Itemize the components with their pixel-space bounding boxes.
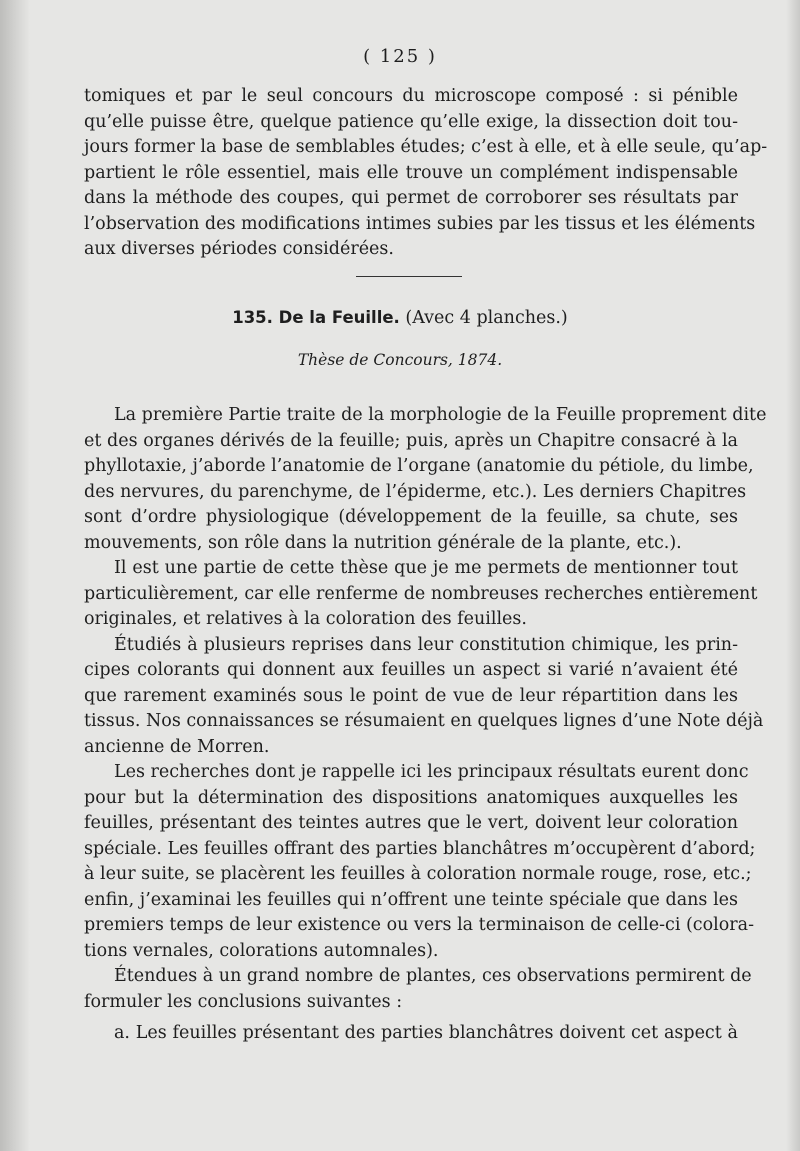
text-line: et des organes dérivés de la feuille; puis, après un Chapitre consacré à la <box>84 430 738 451</box>
text-line: Il est une partie de cette thèse que je me permets de mentionner tout <box>114 558 738 578</box>
text-line: ancienne de Morren. <box>84 736 270 757</box>
page-number: ( 125 ) <box>363 46 437 67</box>
text-line: partient le rôle essentiel, mais elle trouve un complément indispensable <box>84 162 738 183</box>
text-line: sont d’ordre physiologique (développement de la feuille, sa chute, ses <box>84 507 738 527</box>
section-subtitle: Thèse de Concours, 1874. <box>297 351 503 369</box>
text-line: cipes colorants qui donnent aux feuilles un aspect si varié n’avaient été <box>84 660 738 680</box>
text-line: jours former la base de semblables études; c’est à elle, et à elle seule, qu’ap- <box>84 137 768 157</box>
text-line: Étudiés à plusieurs reprises dans leur constitution chimique, les prin- <box>114 634 738 655</box>
text-line: originales, et relatives à la coloration des feuilles. <box>84 609 527 629</box>
text-line: tissus. Nos connaissances se résumaient en quelques lignes d’une Note déjà <box>84 711 764 731</box>
text-line: formuler les conclusions suivantes : <box>84 991 403 1012</box>
text-line: a. Les feuilles présentant des parties blanchâtres doivent cet aspect à <box>114 1023 738 1043</box>
text-line: premiers temps de leur existence ou vers la terminaison de celle-ci (colora- <box>84 915 754 935</box>
scan-edge-shadow <box>0 0 30 1151</box>
text-line: aux diverses périodes considérées. <box>84 239 394 259</box>
text-line: que rarement examinés sous le point de vue de leur répartition dans les <box>84 685 738 706</box>
text-line: pour but la détermination des dispositions anatomiques auxquelles les <box>84 787 738 808</box>
text-line: enfin, j’examinai les feuilles qui n’offrent une teinte spéciale que dans les <box>84 889 738 910</box>
text-line: tomiques et par le seul concours du microscope composé : si pénible <box>84 86 738 106</box>
text-line: tions vernales, colorations automnales). <box>84 940 439 961</box>
text-line: l’observation des modifications intimes subies par les tissus et les éléments <box>84 213 756 234</box>
scan-edge-shadow-right <box>786 0 800 1151</box>
text-line: dans la méthode des coupes, qui permet de corroborer ses résultats par <box>84 188 738 208</box>
section-divider <box>356 276 462 277</box>
section-heading <box>0 308 800 328</box>
text-line: particulièrement, car elle renferme de nombreuses recherches entièrement <box>84 583 758 604</box>
text-line: spéciale. Les feuilles offrant des parties blanchâtres m’occupèrent d’abord; <box>84 838 756 859</box>
intro-paragraph <box>84 84 768 263</box>
text-line: à leur suite, se placèrent les feuilles à coloration normale rouge, rose, etc.; <box>84 864 752 884</box>
section-note: (Avec 4 planches.) <box>405 308 568 328</box>
text-line: feuilles, présentant des teintes autres que le vert, doivent leur coloration <box>84 813 738 833</box>
section-title: 135. De la Feuille. <box>232 308 400 327</box>
text-line: Les recherches dont je rappelle ici les principaux résultats eurent donc <box>114 762 749 782</box>
text-line: mouvements, son rôle dans la nutrition générale de la plante, etc.). <box>84 532 682 553</box>
text-line: Étendues à un grand nombre de plantes, ces observations permirent de <box>114 966 752 986</box>
text-line: phyllotaxie, j’aborde l’anatomie de l’organe (anatomie du pétiole, du limbe, <box>84 456 754 476</box>
main-text <box>84 403 767 1047</box>
text-line: qu’elle puisse être, quelque patience qu’elle exige, la dissection doit tou- <box>84 111 738 132</box>
text-line: La première Partie traite de la morphologie de la Feuille proprement dite <box>114 405 767 425</box>
text-line: des nervures, du parenchyme, de l’épiderme, etc.). Les derniers Chapitres <box>84 481 747 502</box>
